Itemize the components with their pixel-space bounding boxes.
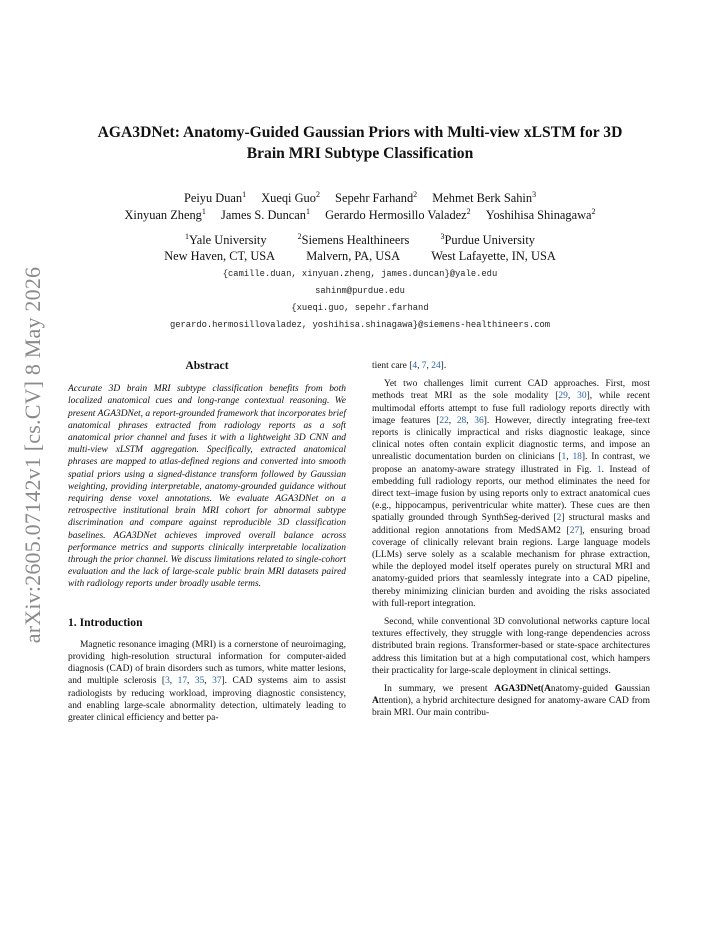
- intro-continued: tient care [4, 7, 24].: [372, 361, 447, 371]
- title-line-2: Brain MRI Subtype Classification: [246, 145, 474, 162]
- affiliation-place: New Haven, CT, USA: [164, 249, 276, 263]
- citation-link[interactable]: 7: [421, 361, 427, 371]
- author: Xinyuan Zheng$^1$: [124, 207, 206, 222]
- email-line: {xueqi.guo, sepehr.farhand: [291, 303, 429, 313]
- left-column: [68, 360, 346, 724]
- arxiv-stamp: [18, 262, 48, 648]
- paper-title: [60, 122, 660, 164]
- citation-link[interactable]: 4: [412, 361, 418, 371]
- author: Mehmet Berk Sahin$^3$: [432, 190, 537, 205]
- affiliation-place: Malvern, PA, USA: [306, 249, 401, 263]
- email-line: sahinm@purdue.edu: [315, 286, 405, 296]
- citation-link[interactable]: 28: [456, 415, 467, 426]
- affiliation: $^3$Purdue University: [440, 232, 535, 247]
- email-block: [60, 266, 660, 334]
- citation-link[interactable]: 35: [194, 676, 205, 687]
- author-list: [60, 190, 660, 224]
- affiliations: [60, 232, 660, 264]
- title-line-1: AGA3DNet: Anatomy-Guided Gaussian Priors with Multi-view xLSTM for 3D: [97, 124, 623, 141]
- citation-link[interactable]: 37: [212, 676, 222, 687]
- citation-link[interactable]: 29: [558, 391, 568, 402]
- citation-link[interactable]: 1: [561, 452, 567, 463]
- abstract-text: Accurate 3D brain MRI subtype classification benefits from both localized anatomical cues and long-range contextual reasoning. We present AGA3DNet, a report-grounded framework that incorporates brief anatomical phrases extracted from radiology reports as a soft anatomical prior channel and fuses it with a lightweight 3D CNN and multi-view xLSTM aggregation. Specifically, extracted anatomical phrases are mapped to atlas-defined regions and converted into smooth spatial priors using a signed-distance transform followed by Gaussian weighting, providing interpretable, anatomy-grounded guidance without requiring dense voxel annotations. We evaluate AGA3DNet on a retrospective institutional brain MRI cohort for abnormal subtype discrimination and compare against reproducible 3D classification baselines. AGA3DNet achieves improved overall balance across performance metrics and supports clinically interpretable localization through the prior channel. We discuss limitations related to single-cohort evaluation and the lack of large-scale public brain MRI datasets paired with radiology reports under broadly usable terms.: [68, 384, 346, 590]
- author-row-1: [60, 190, 660, 207]
- affiliation-names: [60, 232, 660, 248]
- affiliation-places: [60, 248, 660, 264]
- citation-link[interactable]: 24: [431, 361, 441, 371]
- author-row-2: [60, 207, 660, 224]
- affiliation-place: West Lafayette, IN, USA: [431, 249, 556, 263]
- author: Gerardo Hermosillo Valadez$^2$: [325, 207, 471, 222]
- intro-paragraph-3: Second, while conventional 3D convolutional networks capture local textures effectively, they struggle with long-range dependencies across distributed brain regions. Transformer-based or state-space architectures address this limitation but at a high computational cost, which hampers their practicality for large-scale deployment in clinical settings.: [372, 617, 650, 676]
- citation-link[interactable]: 3: [165, 676, 170, 687]
- email-line: {camille.duan, xinyuan.zheng, james.duncan}@yale.edu: [222, 269, 498, 279]
- author: Xueqi Guo$^2$: [261, 190, 320, 205]
- arxiv-stamp-text: arXiv:2605.07142v1 [cs.CV] 8 May 2026: [20, 266, 46, 644]
- citation-link[interactable]: 27: [569, 525, 580, 536]
- email-line: gerardo.hermosillovaladez, yoshihisa.shinagawa}@siemens-healthineers.com: [169, 320, 551, 330]
- author: James S. Duncan$^1$: [221, 207, 310, 222]
- citation-link[interactable]: 2: [556, 513, 562, 524]
- abstract-heading: Abstract: [185, 359, 229, 372]
- citation-link[interactable]: 18: [572, 452, 582, 463]
- author: Sepehr Farhand$^2$: [335, 190, 418, 205]
- intro-paragraph-2: Yet two challenges limit current CAD approaches. First, most methods treat MRI as the sole modality [29, 30], while recent multimodal efforts attempt to fuse full radiology reports directly with image features [22, 28, 36]. However, directly integrating free-text reports is clinically impractical and risks diagnostic leakage, since clinical notes often contain explicit diagnostic terms, and impose an unrealistic documentation burden on clinicians [1, 18]. In contrast, we propose an anatomy-aware strategy illustrated in Fig. 1. Instead of embedding full radiology reports, our method eliminates the need for direct text–image fusion by using reports only to extract anatomical cues (e.g., hippocampus, periventricular white matter). These cues are then spatially grounded through SynthSeg-derived [2] structural masks and additional region annotations from MedSAM2 [27], ensuring broad coverage of clinically relevant brain regions. Large language models (LLMs) serve solely as a scalable mechanism for phrase extraction, while the deployed model itself operates purely on structural MRI and anatomy-guided priors that seamlessly integrate into a CAD pipeline, thereby minimizing clinician burden and avoiding the risks associated with full-report integration.: [372, 379, 651, 609]
- right-column: [372, 360, 650, 720]
- citation-link[interactable]: 30: [577, 391, 587, 402]
- intro-paragraph-1: Magnetic resonance imaging (MRI) is a cornerstone of neuroimaging, providing high-resolution structural information for computer-aided diagnosis (CAD) of brain disorders such as tumors, white matter lesions, and multiple sclerosis [3, 17, 35, 37]. CAD systems aim to assist radiologists by reducing workload, improving diagnostic consistency, and enabling large-scale abnormality detection, ultimately leading to greater clinical efficiency and better pa-: [68, 639, 347, 724]
- intro-heading: 1. Introduction: [68, 615, 143, 629]
- affiliation: $^2$Siemens Healthineers: [297, 232, 410, 247]
- figure-link[interactable]: 1: [596, 464, 602, 475]
- author: Peiyu Duan$^1$: [183, 190, 247, 205]
- intro-paragraph-4: In summary, we present AGA3DNet(Anatomy-guided Gaussian Attention), a hybrid architecture designed for anatomy-aware CAD from brain MRI. Our main contribu-: [372, 684, 650, 719]
- author: Yoshihisa Shinagawa$^2$: [485, 207, 596, 222]
- citation-link[interactable]: 36: [474, 415, 484, 426]
- citation-link[interactable]: 22: [439, 415, 449, 426]
- affiliation: $^1$Yale University: [185, 232, 267, 247]
- citation-link[interactable]: 17: [177, 676, 188, 687]
